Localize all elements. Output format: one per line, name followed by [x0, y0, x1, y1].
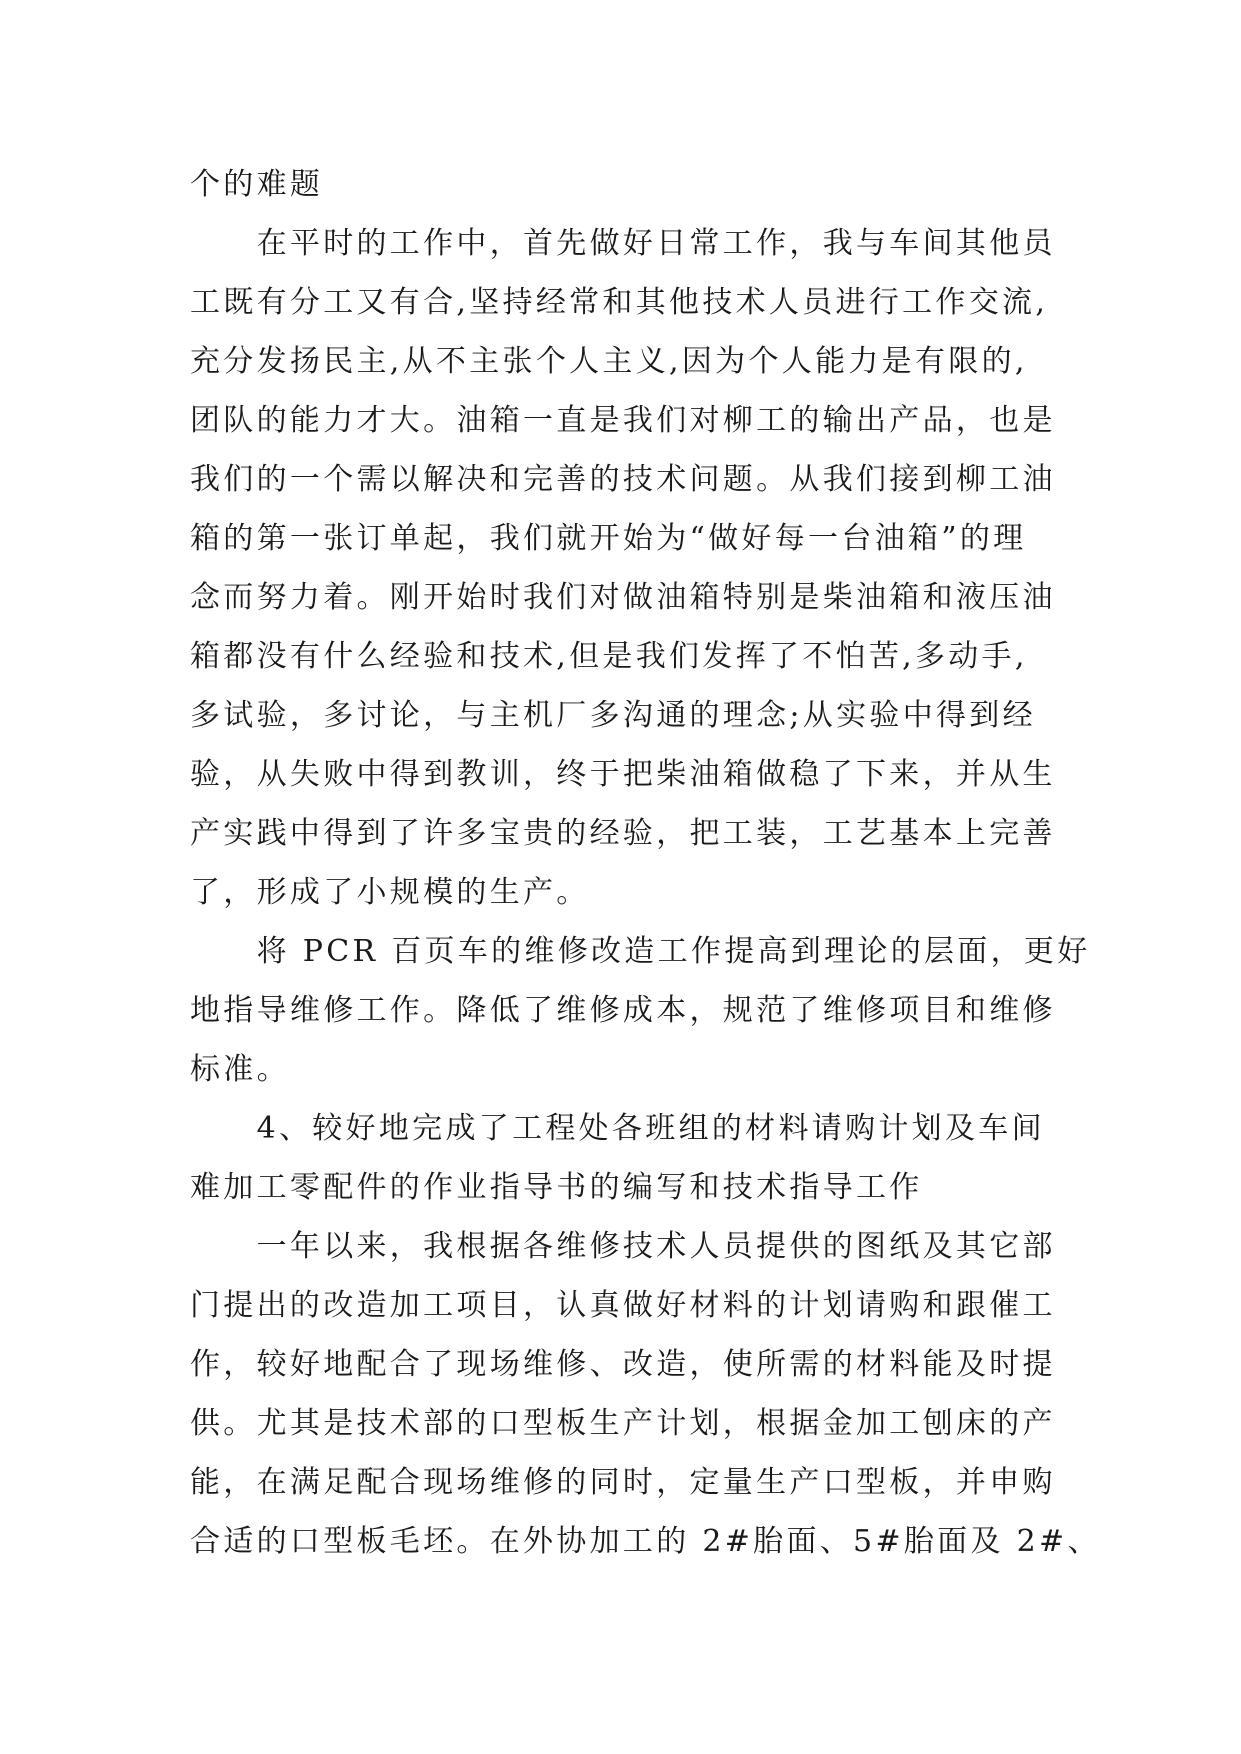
- text-line: 供。尤其是技术部的口型板生产计划，根据金加工刨床的产: [190, 1406, 1056, 1441]
- text-line: 个的难题: [190, 167, 324, 202]
- text-line: 合适的口型板毛坯。在外协加工的 2#胎面、5#胎面及 2#、: [190, 1524, 1101, 1559]
- text-line: 箱的第一张订单起，我们就开始为“做好每一台油箱”的理: [190, 521, 1027, 556]
- text-line: 产实践中得到了许多宝贵的经验，把工装，工艺基本上完善: [190, 816, 1056, 851]
- paragraph-line: 一年以来，我根据各维修技术人员提供的图纸及其它部: [190, 1229, 1056, 1264]
- text-line: 了，形成了小规模的生产。: [190, 875, 590, 910]
- text-line: 标准。: [190, 1052, 290, 1087]
- paragraph-line: 4、较好地完成了工程处各班组的材料请购计划及车间: [190, 1111, 1045, 1146]
- text-line: 作，较好地配合了现场维修、改造，使所需的材料能及时提: [190, 1347, 1056, 1382]
- text-line: 能，在满足配合现场维修的同时，定量生产口型板，并申购: [190, 1465, 1056, 1500]
- text-line: 门提出的改造加工项目，认真做好材料的计划请购和跟催工: [190, 1288, 1056, 1323]
- paragraph-line: 将 PCR 百页车的维修改造工作提高到理论的层面，更好: [190, 934, 1091, 969]
- text-line: 团队的能力才大。油箱一直是我们对柳工的输出产品，也是: [190, 403, 1056, 438]
- text-line: 充分发扬民主,从不主张个人主义,因为个人能力是有限的,: [190, 344, 1028, 379]
- text-line: 我们的一个需以解决和完善的技术问题。从我们接到柳工油: [190, 462, 1056, 497]
- paragraph-line: 在平时的工作中，首先做好日常工作，我与车间其他员: [190, 226, 1056, 261]
- text-line: 验，从失败中得到教训，终于把柴油箱做稳了下来，并从生: [190, 757, 1056, 792]
- body-text: [190, 155, 1101, 1571]
- text-line: 箱都没有什么经验和技术,但是我们发挥了不怕苦,多动手,: [190, 639, 1028, 674]
- text-line: 难加工零配件的作业指导书的编写和技术指导工作: [190, 1170, 923, 1205]
- text-line: 工既有分工又有合,坚持经常和其他技术人员进行工作交流,: [190, 285, 1049, 320]
- text-line: 念而努力着。刚开始时我们对做油箱特别是柴油箱和液压油: [190, 580, 1056, 615]
- text-line: 多试验，多讨论，与主机厂多沟通的理念;从实验中得到经: [190, 698, 1036, 733]
- text-line: 地指导维修工作。降低了维修成本，规范了维修项目和维修: [190, 993, 1056, 1028]
